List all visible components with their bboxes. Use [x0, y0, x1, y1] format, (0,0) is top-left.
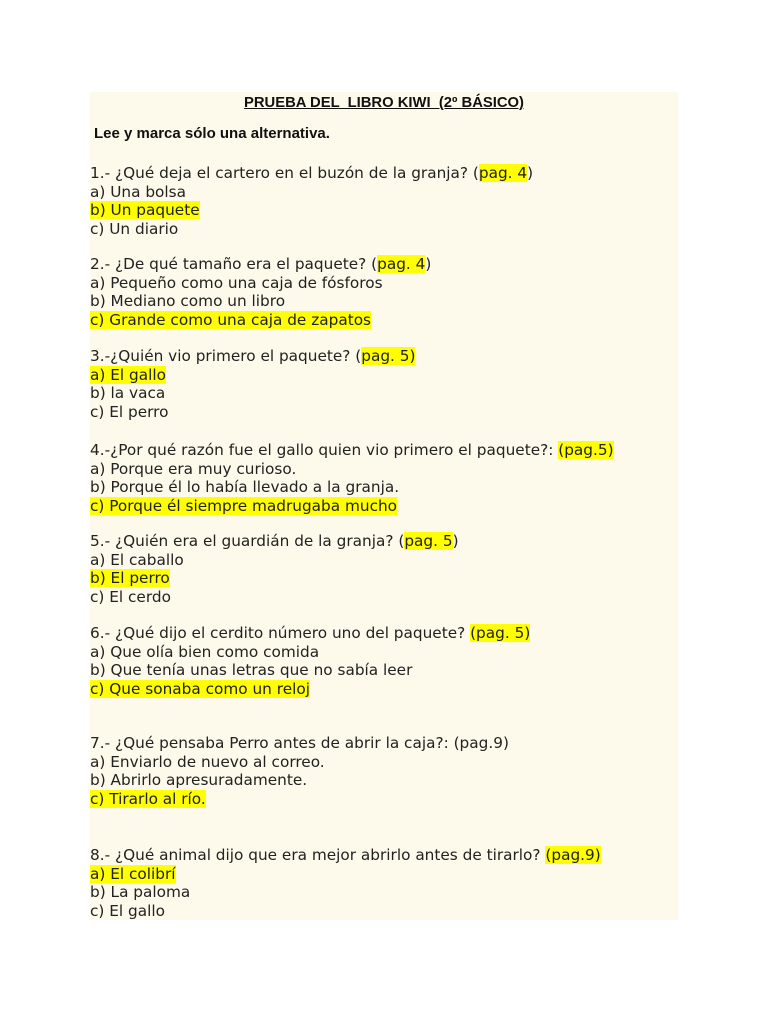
- question-8-option-a: [90, 865, 601, 884]
- question-1-option-b: [90, 201, 533, 220]
- question-8-prompt: [90, 846, 601, 865]
- question-8-option-c: [90, 902, 601, 921]
- option-text: c) Porque él siempre madrugaba mucho: [90, 497, 398, 516]
- option-text: b) La paloma: [90, 883, 191, 902]
- page-reference: pag. 5): [361, 347, 416, 365]
- option-text: c) El cerdo: [90, 588, 171, 607]
- question-4-option-c: [90, 497, 614, 516]
- question-7-option-c: [90, 790, 509, 809]
- question-3: [90, 347, 415, 422]
- option-text: b) El perro: [90, 569, 170, 588]
- question-6-option-c: [90, 680, 530, 699]
- option-text: a) El gallo: [90, 365, 166, 384]
- document-title: [90, 94, 678, 112]
- option-text: c) El gallo: [90, 902, 165, 921]
- question-1-option-a: [90, 183, 533, 202]
- question-text: 1.- ¿Qué deja el cartero en el buzón de la granja? (: [90, 164, 479, 182]
- page-reference: (pag.9): [545, 846, 601, 864]
- option-text: a) Que olía bien como comida: [90, 642, 320, 661]
- question-1: [90, 164, 533, 239]
- question-7: [90, 734, 509, 809]
- option-text: a) El caballo: [90, 550, 184, 569]
- question-2-option-c: [90, 311, 431, 330]
- question-3-option-a: [90, 366, 415, 385]
- question-3-prompt: [90, 347, 415, 366]
- question-text: 8.- ¿Qué animal dijo que era mejor abrirlo antes de tirarlo?: [90, 846, 546, 864]
- question-7-option-a: [90, 753, 509, 772]
- closing-parenthesis: ): [425, 255, 432, 273]
- question-6: [90, 624, 530, 699]
- option-text: c) Grande como una caja de zapatos: [90, 311, 372, 330]
- page-reference: pag. 4: [478, 164, 528, 182]
- page-reference: (pag.5): [558, 441, 614, 459]
- question-text: 4.-¿Por qué razón fue el gallo quien vio primero el paquete?:: [90, 441, 559, 459]
- question-8: [90, 846, 601, 921]
- question-text: 7.- ¿Qué pensaba Perro antes de abrir la caja?: (pag.9): [90, 734, 509, 752]
- page-reference: pag. 5: [404, 532, 453, 550]
- option-text: a) Una bolsa: [90, 182, 186, 201]
- closing-parenthesis: ): [527, 164, 534, 182]
- question-2-option-a: [90, 274, 431, 293]
- question-1-option-c: [90, 220, 533, 239]
- question-5-prompt: [90, 532, 459, 551]
- closing-parenthesis: ): [452, 532, 459, 550]
- instructions: Lee y marca sólo una alternativa.: [94, 125, 330, 142]
- question-3-option-c: [90, 403, 415, 422]
- question-3-option-b: [90, 384, 415, 403]
- question-text: 5.- ¿Quién era el guardián de la granja? (: [90, 532, 405, 550]
- document-title-text: PRUEBA DEL LIBRO KIWI (2º BÁSICO): [244, 95, 524, 111]
- option-text: b) Porque él lo había llevado a la granja.: [90, 478, 400, 497]
- question-2-option-b: [90, 292, 431, 311]
- question-2: [90, 255, 431, 330]
- question-4-option-a: [90, 460, 614, 479]
- question-4: [90, 441, 614, 516]
- option-text: b) Mediano como un libro: [90, 292, 286, 311]
- question-1-prompt: [90, 164, 533, 183]
- question-4-option-b: [90, 478, 614, 497]
- option-text: c) Que sonaba como un reloj: [90, 680, 310, 699]
- question-6-option-a: [90, 643, 530, 662]
- option-text: a) Porque era muy curioso.: [90, 459, 297, 478]
- question-4-prompt: [90, 441, 614, 460]
- option-text: b) Un paquete: [90, 201, 200, 220]
- question-5: [90, 532, 459, 607]
- question-5-option-a: [90, 551, 459, 570]
- option-text: c) El perro: [90, 403, 169, 422]
- question-6-prompt: [90, 624, 530, 643]
- question-6-option-b: [90, 661, 530, 680]
- page-reference: pag. 4: [377, 255, 426, 273]
- option-text: b) Abrirlo apresuradamente.: [90, 771, 308, 790]
- option-text: b) Que tenía unas letras que no sabía leer: [90, 661, 413, 680]
- option-text: c) Un diario: [90, 220, 179, 239]
- question-text: 3.-¿Quién vio primero el paquete? (: [90, 347, 362, 365]
- option-text: c) Tirarlo al río.: [90, 790, 206, 809]
- question-5-option-c: [90, 588, 459, 607]
- option-text: b) la vaca: [90, 384, 166, 403]
- option-text: a) Enviarlo de nuevo al correo.: [90, 752, 325, 771]
- question-8-option-b: [90, 883, 601, 902]
- question-text: 2.- ¿De qué tamaño era el paquete? (: [90, 255, 378, 273]
- question-7-option-b: [90, 771, 509, 790]
- option-text: a) Pequeño como una caja de fósforos: [90, 273, 383, 292]
- question-5-option-b: [90, 569, 459, 588]
- question-2-prompt: [90, 255, 431, 274]
- page-reference: (pag. 5): [470, 624, 531, 642]
- question-text: 6.- ¿Qué dijo el cerdito número uno del paquete?: [90, 624, 471, 642]
- option-text: a) El colibrí: [90, 864, 176, 883]
- question-7-prompt: [90, 734, 509, 753]
